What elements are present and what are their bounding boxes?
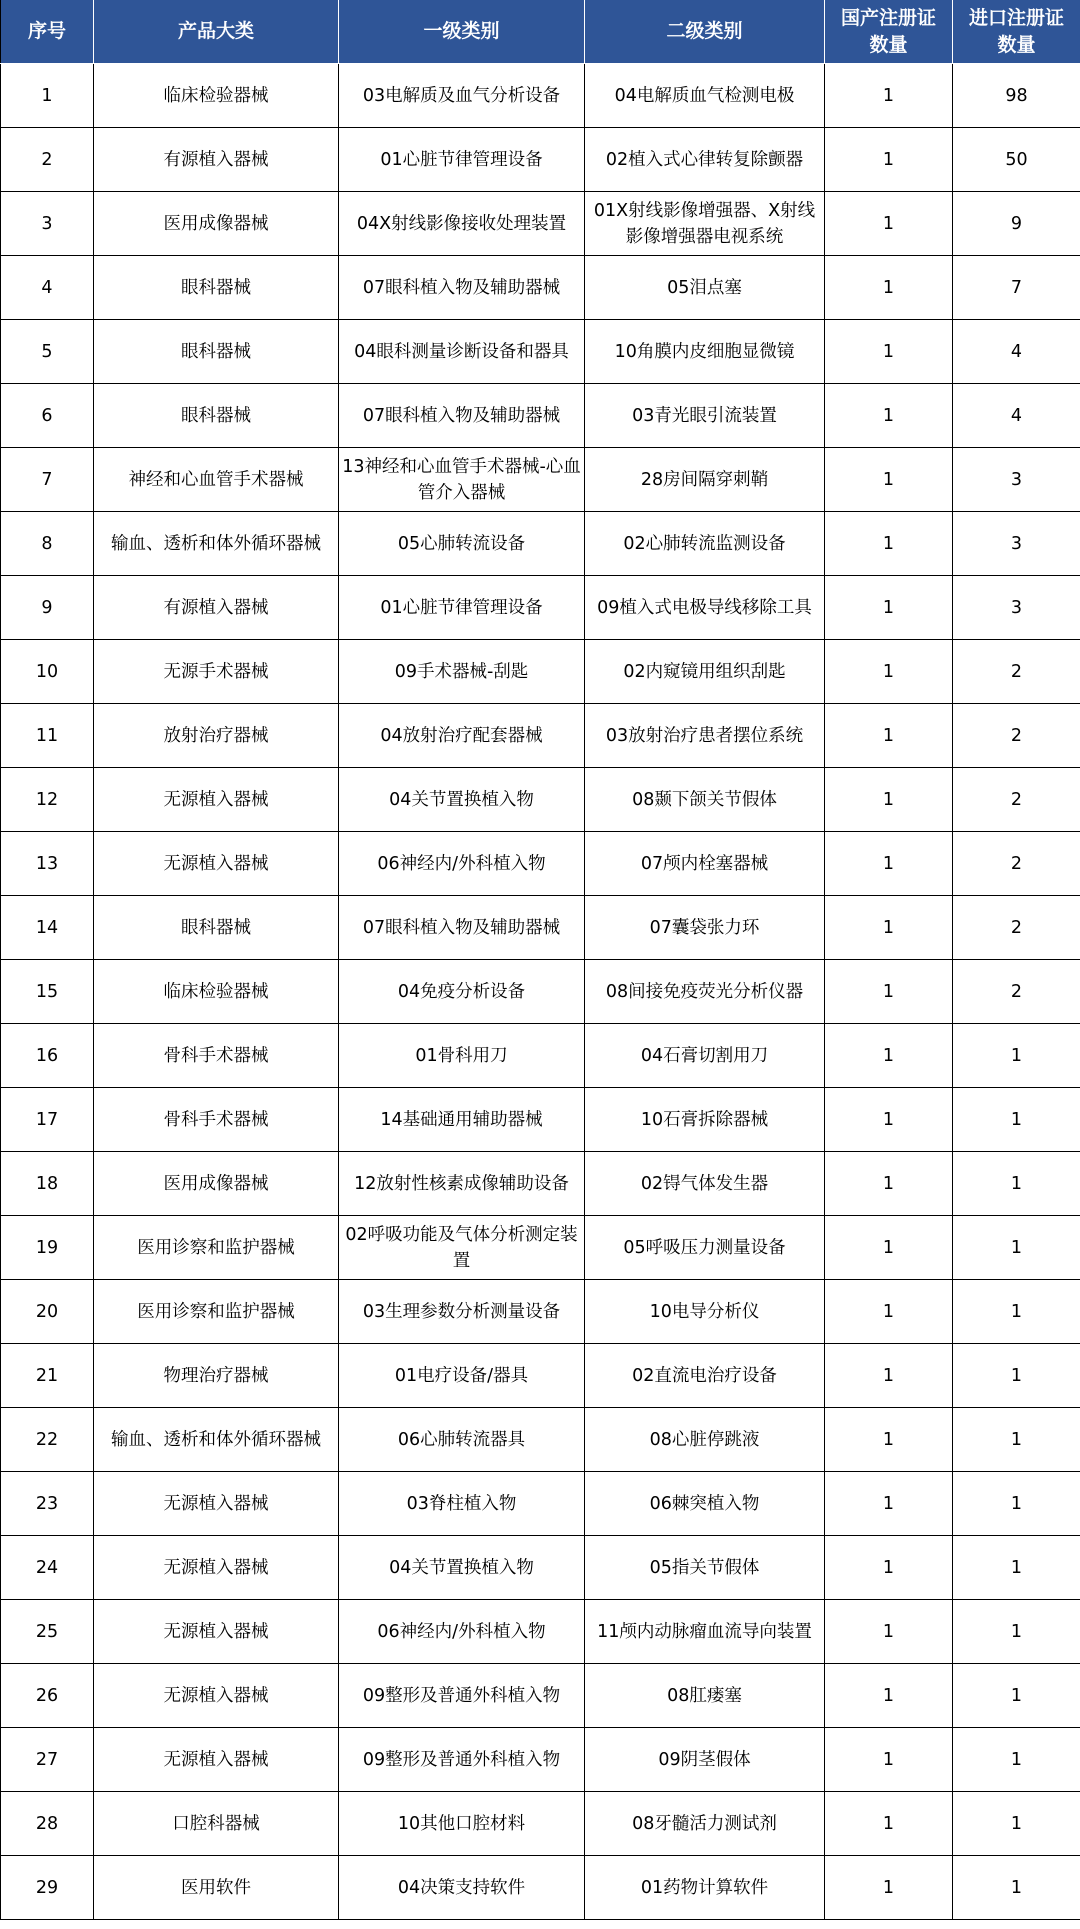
cell-level1: 07眼科植入物及辅助器械 bbox=[339, 896, 585, 960]
cell-category: 无源植入器械 bbox=[94, 1536, 339, 1600]
cell-level2: 08间接免疫荧光分析仪器 bbox=[585, 960, 825, 1024]
table-row bbox=[1, 704, 1080, 768]
cell-level2: 03放射治疗患者摆位系统 bbox=[585, 704, 825, 768]
cell-imported-count: 3 bbox=[953, 576, 1080, 640]
cell-index: 1 bbox=[1, 64, 94, 128]
cell-category: 输血、透析和体外循环器械 bbox=[94, 1408, 339, 1472]
cell-index: 11 bbox=[1, 704, 94, 768]
table-row bbox=[1, 896, 1080, 960]
cell-level1: 07眼科植入物及辅助器械 bbox=[339, 256, 585, 320]
cell-level1: 04放射治疗配套器械 bbox=[339, 704, 585, 768]
cell-category: 无源植入器械 bbox=[94, 1472, 339, 1536]
table-row bbox=[1, 448, 1080, 512]
cell-domestic-count: 1 bbox=[825, 640, 953, 704]
cell-domestic-count: 1 bbox=[825, 1152, 953, 1216]
table-row bbox=[1, 768, 1080, 832]
cell-level2: 04电解质血气检测电极 bbox=[585, 64, 825, 128]
cell-index: 8 bbox=[1, 512, 94, 576]
table-body bbox=[1, 64, 1080, 1920]
cell-level2: 02锝气体发生器 bbox=[585, 1152, 825, 1216]
cell-imported-count: 1 bbox=[953, 1472, 1080, 1536]
table-row bbox=[1, 384, 1080, 448]
cell-category: 无源植入器械 bbox=[94, 1600, 339, 1664]
cell-level1: 03电解质及血气分析设备 bbox=[339, 64, 585, 128]
cell-index: 14 bbox=[1, 896, 94, 960]
header-domestic-line2: 数量 bbox=[869, 33, 908, 56]
cell-index: 18 bbox=[1, 1152, 94, 1216]
table-row bbox=[1, 256, 1080, 320]
cell-index: 17 bbox=[1, 1088, 94, 1152]
table-row bbox=[1, 1408, 1080, 1472]
cell-level1: 01电疗设备/器具 bbox=[339, 1344, 585, 1408]
cell-category: 无源植入器械 bbox=[94, 768, 339, 832]
table-row bbox=[1, 1344, 1080, 1408]
cell-level1: 06神经内/外科植入物 bbox=[339, 832, 585, 896]
cell-category: 眼科器械 bbox=[94, 256, 339, 320]
cell-imported-count: 2 bbox=[953, 960, 1080, 1024]
cell-category: 医用成像器械 bbox=[94, 1152, 339, 1216]
cell-imported-count: 4 bbox=[953, 320, 1080, 384]
cell-level2: 04石膏切割用刀 bbox=[585, 1024, 825, 1088]
cell-level2: 05泪点塞 bbox=[585, 256, 825, 320]
cell-level1: 10其他口腔材料 bbox=[339, 1792, 585, 1856]
cell-level1: 01心脏节律管理设备 bbox=[339, 128, 585, 192]
cell-category: 物理治疗器械 bbox=[94, 1344, 339, 1408]
cell-domestic-count: 1 bbox=[825, 512, 953, 576]
cell-index: 16 bbox=[1, 1024, 94, 1088]
cell-category: 骨科手术器械 bbox=[94, 1024, 339, 1088]
cell-index: 6 bbox=[1, 384, 94, 448]
cell-level1: 02呼吸功能及气体分析测定装置 bbox=[339, 1216, 585, 1280]
cell-level2: 05指关节假体 bbox=[585, 1536, 825, 1600]
cell-imported-count: 98 bbox=[953, 64, 1080, 128]
table-row bbox=[1, 1600, 1080, 1664]
table-row bbox=[1, 576, 1080, 640]
cell-level2: 05呼吸压力测量设备 bbox=[585, 1216, 825, 1280]
cell-index: 24 bbox=[1, 1536, 94, 1600]
cell-level2: 09植入式电极导线移除工具 bbox=[585, 576, 825, 640]
cell-level2: 06棘突植入物 bbox=[585, 1472, 825, 1536]
table-row bbox=[1, 1728, 1080, 1792]
cell-level1: 09手术器械-刮匙 bbox=[339, 640, 585, 704]
cell-index: 4 bbox=[1, 256, 94, 320]
cell-level1: 03脊柱植入物 bbox=[339, 1472, 585, 1536]
table-row bbox=[1, 1024, 1080, 1088]
cell-category: 有源植入器械 bbox=[94, 128, 339, 192]
cell-level1: 06心肺转流器具 bbox=[339, 1408, 585, 1472]
cell-domestic-count: 1 bbox=[825, 832, 953, 896]
cell-level1: 03生理参数分析测量设备 bbox=[339, 1280, 585, 1344]
cell-level1: 04关节置换植入物 bbox=[339, 768, 585, 832]
cell-imported-count: 50 bbox=[953, 128, 1080, 192]
cell-category: 无源植入器械 bbox=[94, 1728, 339, 1792]
cell-level2: 10石膏拆除器械 bbox=[585, 1088, 825, 1152]
cell-index: 20 bbox=[1, 1280, 94, 1344]
cell-domestic-count: 1 bbox=[825, 1344, 953, 1408]
cell-domestic-count: 1 bbox=[825, 1408, 953, 1472]
cell-imported-count: 2 bbox=[953, 832, 1080, 896]
table-row bbox=[1, 192, 1080, 256]
cell-domestic-count: 1 bbox=[825, 256, 953, 320]
cell-imported-count: 4 bbox=[953, 384, 1080, 448]
cell-domestic-count: 1 bbox=[825, 960, 953, 1024]
cell-level1: 04关节置换植入物 bbox=[339, 1536, 585, 1600]
cell-level2: 07颅内栓塞器械 bbox=[585, 832, 825, 896]
header-index: 序号 bbox=[1, 0, 94, 64]
cell-domestic-count: 1 bbox=[825, 1472, 953, 1536]
cell-imported-count: 1 bbox=[953, 1600, 1080, 1664]
table-row bbox=[1, 128, 1080, 192]
cell-index: 2 bbox=[1, 128, 94, 192]
cell-imported-count: 2 bbox=[953, 640, 1080, 704]
cell-level1: 04免疫分析设备 bbox=[339, 960, 585, 1024]
table-row bbox=[1, 832, 1080, 896]
cell-imported-count: 1 bbox=[953, 1216, 1080, 1280]
cell-level1: 04眼科测量诊断设备和器具 bbox=[339, 320, 585, 384]
cell-index: 23 bbox=[1, 1472, 94, 1536]
cell-index: 10 bbox=[1, 640, 94, 704]
cell-level1: 14基础通用辅助器械 bbox=[339, 1088, 585, 1152]
cell-index: 26 bbox=[1, 1664, 94, 1728]
table-row bbox=[1, 1664, 1080, 1728]
cell-domestic-count: 1 bbox=[825, 576, 953, 640]
cell-domestic-count: 1 bbox=[825, 1856, 953, 1920]
cell-level1: 09整形及普通外科植入物 bbox=[339, 1664, 585, 1728]
cell-domestic-count: 1 bbox=[825, 768, 953, 832]
table-row bbox=[1, 512, 1080, 576]
cell-category: 医用成像器械 bbox=[94, 192, 339, 256]
table-row bbox=[1, 64, 1080, 128]
cell-category: 医用软件 bbox=[94, 1856, 339, 1920]
header-level1: 一级类别 bbox=[339, 0, 585, 64]
cell-index: 5 bbox=[1, 320, 94, 384]
cell-category: 医用诊察和监护器械 bbox=[94, 1280, 339, 1344]
cell-imported-count: 1 bbox=[953, 1664, 1080, 1728]
cell-imported-count: 1 bbox=[953, 1088, 1080, 1152]
cell-level2: 08肛瘘塞 bbox=[585, 1664, 825, 1728]
cell-category: 临床检验器械 bbox=[94, 64, 339, 128]
table-row bbox=[1, 1536, 1080, 1600]
cell-level1: 04决策支持软件 bbox=[339, 1856, 585, 1920]
cell-index: 28 bbox=[1, 1792, 94, 1856]
cell-level2: 02心肺转流监测设备 bbox=[585, 512, 825, 576]
cell-imported-count: 9 bbox=[953, 192, 1080, 256]
table-row bbox=[1, 1792, 1080, 1856]
cell-level1: 07眼科植入物及辅助器械 bbox=[339, 384, 585, 448]
cell-index: 19 bbox=[1, 1216, 94, 1280]
cell-level2: 02植入式心律转复除颤器 bbox=[585, 128, 825, 192]
cell-category: 口腔科器械 bbox=[94, 1792, 339, 1856]
header-domestic-count bbox=[825, 0, 953, 64]
cell-level2: 08牙髓活力测试剂 bbox=[585, 1792, 825, 1856]
cell-level2: 02内窥镜用组织刮匙 bbox=[585, 640, 825, 704]
cell-index: 22 bbox=[1, 1408, 94, 1472]
cell-category: 医用诊察和监护器械 bbox=[94, 1216, 339, 1280]
cell-domestic-count: 1 bbox=[825, 1600, 953, 1664]
cell-index: 9 bbox=[1, 576, 94, 640]
cell-level1: 06神经内/外科植入物 bbox=[339, 1600, 585, 1664]
cell-imported-count: 1 bbox=[953, 1024, 1080, 1088]
cell-level1: 09整形及普通外科植入物 bbox=[339, 1728, 585, 1792]
cell-category: 无源植入器械 bbox=[94, 1664, 339, 1728]
cell-imported-count: 2 bbox=[953, 768, 1080, 832]
cell-index: 29 bbox=[1, 1856, 94, 1920]
header-row bbox=[1, 0, 1080, 64]
cell-domestic-count: 1 bbox=[825, 448, 953, 512]
header-level2: 二级类别 bbox=[585, 0, 825, 64]
cell-level2: 10角膜内皮细胞显微镜 bbox=[585, 320, 825, 384]
table-row bbox=[1, 1472, 1080, 1536]
cell-category: 眼科器械 bbox=[94, 896, 339, 960]
cell-level2: 10电导分析仪 bbox=[585, 1280, 825, 1344]
cell-level2: 03青光眼引流装置 bbox=[585, 384, 825, 448]
cell-level2: 02直流电治疗设备 bbox=[585, 1344, 825, 1408]
cell-index: 21 bbox=[1, 1344, 94, 1408]
cell-domestic-count: 1 bbox=[825, 1280, 953, 1344]
table-row bbox=[1, 1856, 1080, 1920]
cell-index: 27 bbox=[1, 1728, 94, 1792]
cell-index: 15 bbox=[1, 960, 94, 1024]
cell-domestic-count: 1 bbox=[825, 1728, 953, 1792]
cell-domestic-count: 1 bbox=[825, 320, 953, 384]
header-imported-count bbox=[953, 0, 1080, 64]
cell-domestic-count: 1 bbox=[825, 1088, 953, 1152]
cell-index: 13 bbox=[1, 832, 94, 896]
table-row bbox=[1, 1152, 1080, 1216]
cell-domestic-count: 1 bbox=[825, 1024, 953, 1088]
cell-category: 临床检验器械 bbox=[94, 960, 339, 1024]
cell-level1: 04X射线影像接收处理装置 bbox=[339, 192, 585, 256]
table-row bbox=[1, 640, 1080, 704]
table-row bbox=[1, 960, 1080, 1024]
cell-domestic-count: 1 bbox=[825, 384, 953, 448]
cell-category: 眼科器械 bbox=[94, 320, 339, 384]
cell-level2: 01药物计算软件 bbox=[585, 1856, 825, 1920]
cell-level2: 08心脏停跳液 bbox=[585, 1408, 825, 1472]
cell-level2: 07囊袋张力环 bbox=[585, 896, 825, 960]
cell-category: 无源植入器械 bbox=[94, 832, 339, 896]
cell-imported-count: 1 bbox=[953, 1536, 1080, 1600]
cell-level2: 28房间隔穿刺鞘 bbox=[585, 448, 825, 512]
cell-category: 骨科手术器械 bbox=[94, 1088, 339, 1152]
header-category: 产品大类 bbox=[94, 0, 339, 64]
cell-index: 25 bbox=[1, 1600, 94, 1664]
cell-imported-count: 2 bbox=[953, 896, 1080, 960]
table-row bbox=[1, 1216, 1080, 1280]
cell-level1: 13神经和心血管手术器械-心血管介入器械 bbox=[339, 448, 585, 512]
cell-imported-count: 1 bbox=[953, 1280, 1080, 1344]
cell-imported-count: 1 bbox=[953, 1344, 1080, 1408]
header-imported-line2: 数量 bbox=[997, 33, 1036, 56]
cell-level2: 08颞下颌关节假体 bbox=[585, 768, 825, 832]
table-row bbox=[1, 1088, 1080, 1152]
cell-imported-count: 1 bbox=[953, 1408, 1080, 1472]
cell-category: 有源植入器械 bbox=[94, 576, 339, 640]
cell-domestic-count: 1 bbox=[825, 192, 953, 256]
cell-domestic-count: 1 bbox=[825, 896, 953, 960]
cell-imported-count: 1 bbox=[953, 1792, 1080, 1856]
cell-level2: 09阴茎假体 bbox=[585, 1728, 825, 1792]
cell-domestic-count: 1 bbox=[825, 1792, 953, 1856]
cell-category: 神经和心血管手术器械 bbox=[94, 448, 339, 512]
cell-imported-count: 2 bbox=[953, 704, 1080, 768]
cell-category: 无源手术器械 bbox=[94, 640, 339, 704]
cell-domestic-count: 1 bbox=[825, 128, 953, 192]
cell-category: 眼科器械 bbox=[94, 384, 339, 448]
cell-level1: 12放射性核素成像辅助设备 bbox=[339, 1152, 585, 1216]
cell-imported-count: 1 bbox=[953, 1856, 1080, 1920]
cell-index: 12 bbox=[1, 768, 94, 832]
table-row bbox=[1, 320, 1080, 384]
cell-imported-count: 7 bbox=[953, 256, 1080, 320]
table-header bbox=[1, 0, 1080, 64]
table-row bbox=[1, 1280, 1080, 1344]
cell-imported-count: 1 bbox=[953, 1728, 1080, 1792]
cell-level2: 01X射线影像增强器、X射线影像增强器电视系统 bbox=[585, 192, 825, 256]
cell-level1: 05心肺转流设备 bbox=[339, 512, 585, 576]
cell-index: 3 bbox=[1, 192, 94, 256]
cell-domestic-count: 1 bbox=[825, 64, 953, 128]
cell-level2: 11颅内动脉瘤血流导向装置 bbox=[585, 1600, 825, 1664]
cell-domestic-count: 1 bbox=[825, 1216, 953, 1280]
header-domestic-line1: 国产注册证 bbox=[840, 6, 936, 29]
cell-category: 放射治疗器械 bbox=[94, 704, 339, 768]
cell-level1: 01心脏节律管理设备 bbox=[339, 576, 585, 640]
cell-imported-count: 1 bbox=[953, 1152, 1080, 1216]
cell-index: 7 bbox=[1, 448, 94, 512]
cell-imported-count: 3 bbox=[953, 512, 1080, 576]
header-imported-line1: 进口注册证 bbox=[968, 6, 1064, 29]
cell-domestic-count: 1 bbox=[825, 704, 953, 768]
cell-imported-count: 3 bbox=[953, 448, 1080, 512]
cell-level1: 01骨科用刀 bbox=[339, 1024, 585, 1088]
cell-category: 输血、透析和体外循环器械 bbox=[94, 512, 339, 576]
cell-domestic-count: 1 bbox=[825, 1664, 953, 1728]
cell-domestic-count: 1 bbox=[825, 1536, 953, 1600]
